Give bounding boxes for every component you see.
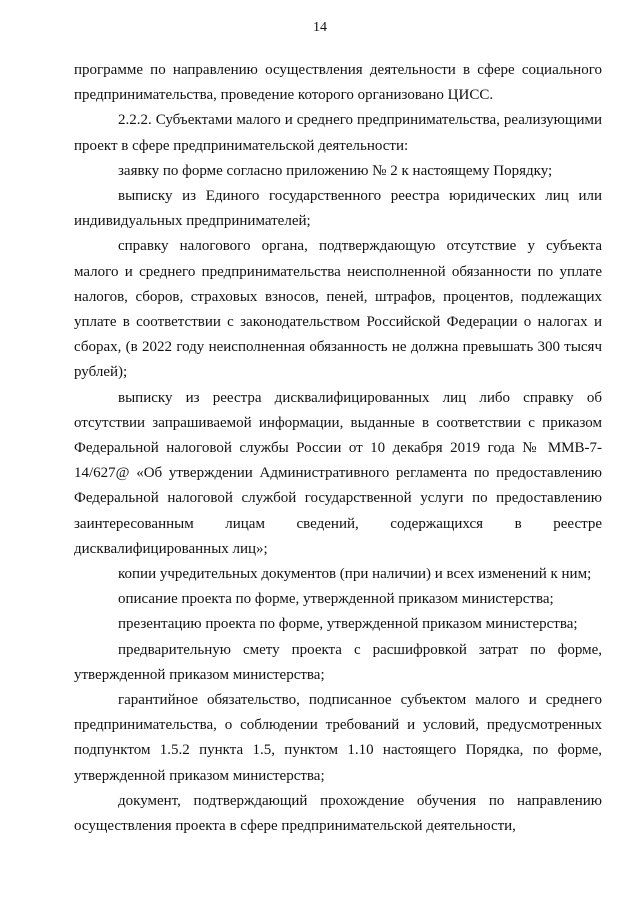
paragraph-project-description: описание проекта по форме, утвержденной приказом министерства; xyxy=(118,591,554,608)
paragraph-tax-certificate: справку налогового органа, подтверждающую отсутствие у субъекта малого и среднего предпринимательства неисполненной обязанности по уплате налогов, сборов, страховых взносов, пеней, штрафов, процентов, подлежащих уплате в соответствии с законодательством Российской Федерации о налогах и сборах, (в 2022 году неисполненная обязанность не должна превышать 300 тысяч рублей); xyxy=(74,238,602,381)
paragraph-project-presentation: презентацию проекта по форме, утвержденной приказом министерства; xyxy=(118,616,578,633)
paragraph-egrul-extract: выписку из Единого государственного реестра юридических лиц или индивидуальных предпринимателей; xyxy=(74,188,602,230)
paragraph-founding-documents: копии учредительных документов (при наличии) и всех изменений к ним; xyxy=(118,566,592,583)
paragraph-application-form: заявку по форме согласно приложению № 2 к настоящему Порядку; xyxy=(118,162,553,179)
paragraph-preliminary-estimate: предварительную смету проекта с расшифровкой затрат по форме, утвержденной приказом министерства; xyxy=(74,641,602,683)
paragraph-clause-2-2-2: 2.2.2. Субъектами малого и среднего предпринимательства, реализующими проект в сфере предпринимательской деятельности: xyxy=(74,112,602,154)
paragraph-continuation: программе по направлению осуществления деятельности в сфере социального предпринимательства, проведение которого организовано ЦИСС. xyxy=(74,62,602,104)
page-number: 14 xyxy=(313,20,327,35)
paragraph-guarantee-obligation: гарантийное обязательство, подписанное субъектом малого и среднего предпринимательства, о соблюдении требований и условий, предусмотренных подпунктом 1.5.2 пункта 1.5, пунктом 1.10 настоящего Порядка, по форме, утвержденной приказом министерства; xyxy=(74,692,602,784)
paragraph-disqualified-registry: выписку из реестра дисквалифицированных лиц либо справку об отсутствии запрашиваемой информации, выданные в соответствии с приказом Федеральной налоговой службы России от 10 декабря 2019 года № ММВ-7-14/627@ «Об утверждении Административного регламента по предоставлению Федеральной налоговой службой государственной услуги по предоставлению заинтересованным лицам сведений, содержащихся в реестре дисквалифицированных лиц»; xyxy=(74,389,602,557)
document-body xyxy=(74,58,602,839)
paragraph-training-document: документ, подтверждающий прохождение обучения по направлению осуществления проекта в сфере предпринимательской деятельности, xyxy=(74,792,602,835)
